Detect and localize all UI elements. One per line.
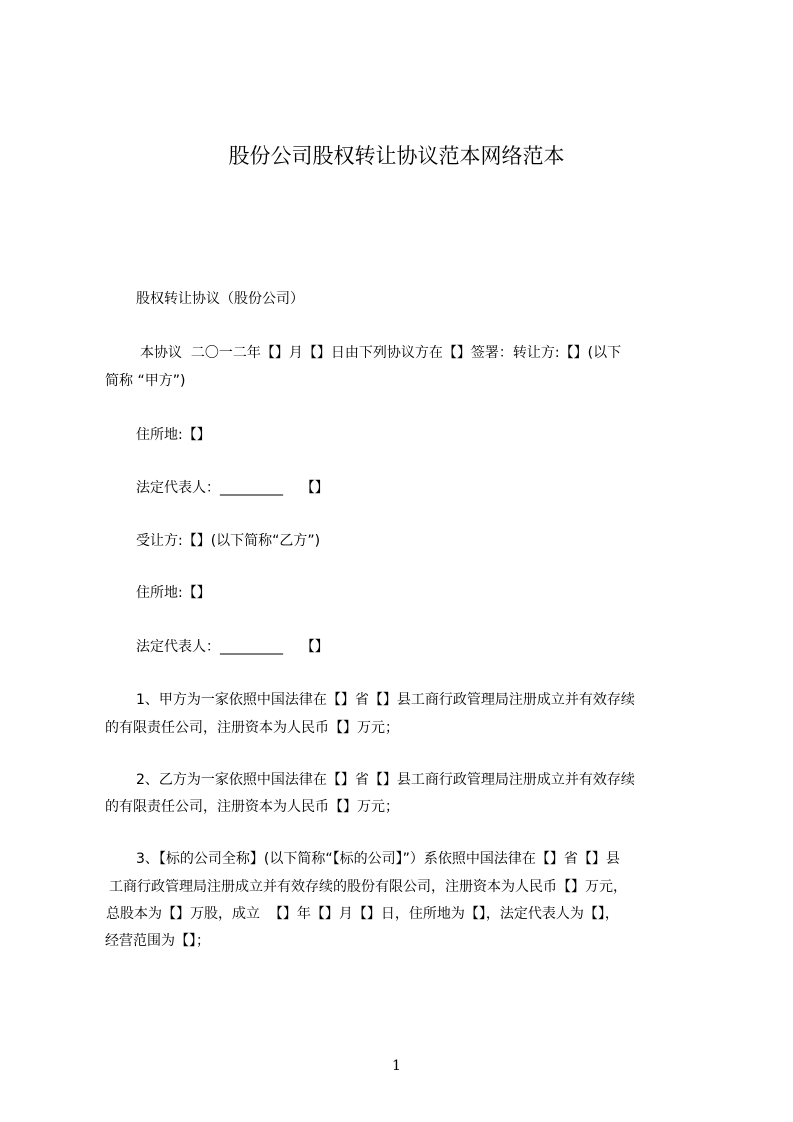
clause-3-line-3: 总股本为【】万股，成立 【】年【】月【】日，住所地为【】，法定代表人为【】， [106, 906, 619, 922]
clause-3-line-1: 3、【标的公司全称】(以下简称“【标的公司】”）系依照中国法律在【】省【】县 [136, 851, 620, 867]
agreement-heading: 股权转让协议（股份公司） [136, 291, 304, 307]
agreement-intro-line-1: 本协议 二〇一二年【】月【】日由下列协议方在【】签署：转让方:【】(以下 [140, 345, 622, 361]
party-b-address: 住所地:【】 [136, 585, 211, 601]
clause-2-line-1: 2、乙方为一家依照中国法律在【】省【】县工商行政管理局注册成立并有效存续 [136, 772, 635, 788]
party-b-legal-representative: 法定代表人：_________ 【】 [136, 639, 329, 655]
clause-2-line-2: 的有限责任公司，注册资本为人民币【】万元； [105, 799, 399, 815]
document-title: 股份公司股权转让协议范本网络范本 [228, 144, 565, 168]
clause-1-line-2: 的有限责任公司，注册资本为人民币【】万元； [105, 720, 399, 736]
clause-1-line-1: 1、甲方为一家依照中国法律在【】省【】县工商行政管理局注册成立并有效存续 [136, 692, 635, 708]
page-number: 1 [392, 1058, 401, 1074]
party-a-address: 住所地:【】 [136, 427, 211, 443]
clause-3-line-4: 经营范围为【】； [105, 933, 210, 949]
party-a-legal-representative: 法定代表人：_________ 【】 [136, 480, 329, 496]
clause-3-line-2: 工商行政管理局注册成立并有效存续的股份有限公司，注册资本为人民币【】万元， [109, 879, 627, 895]
agreement-intro-line-2: 简称 “甲方”) [105, 373, 186, 389]
party-b-name: 受让方:【】(以下简称“乙方”) [136, 533, 321, 549]
